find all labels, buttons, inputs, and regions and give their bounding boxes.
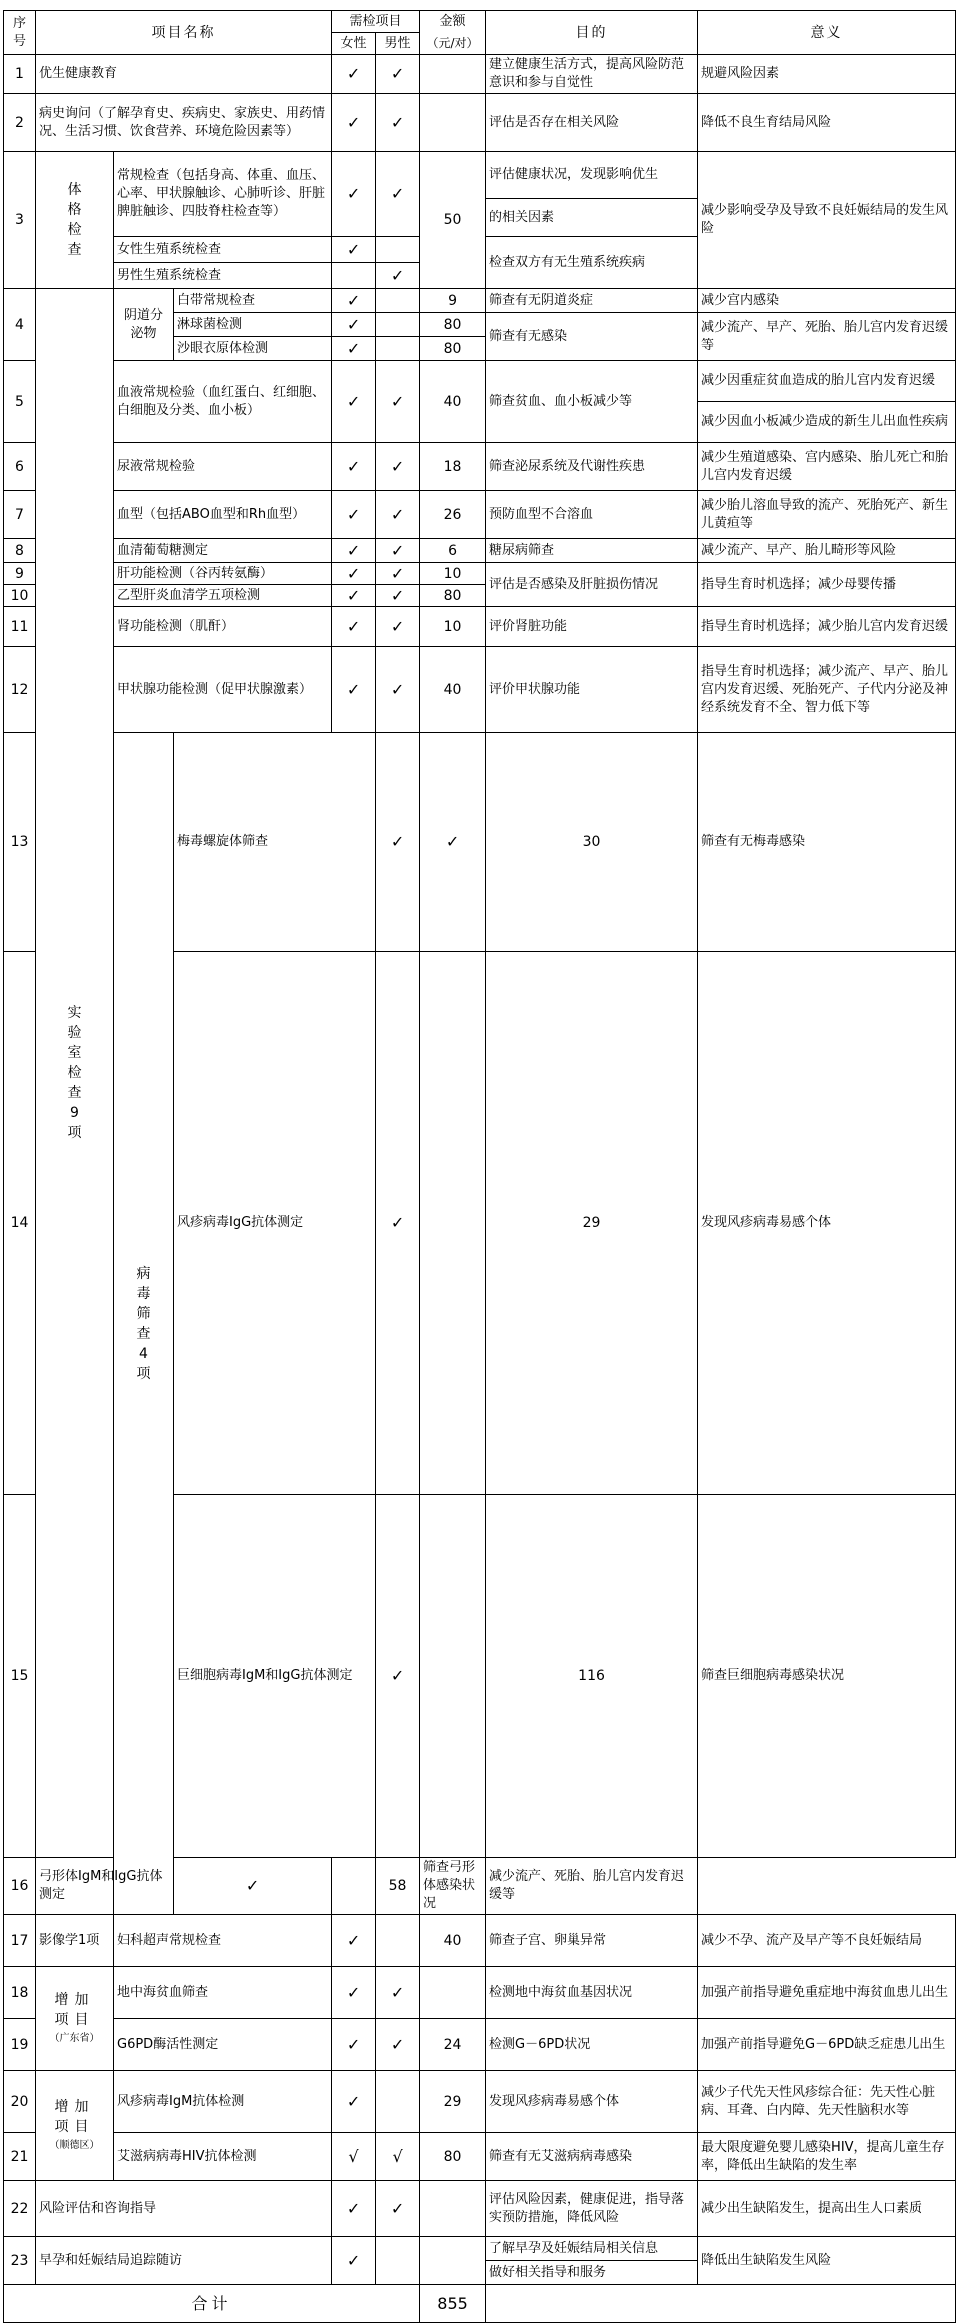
group-region: （顺德区） — [49, 2139, 100, 2151]
header-meaning: 意义 — [698, 11, 956, 55]
check-mark: ✓ — [332, 152, 376, 237]
check-mark: ✓ — [376, 94, 420, 152]
row-name: 血型（包括ABO血型和Rh血型） — [114, 491, 332, 539]
group-label: 病毒筛查4项 — [136, 1265, 151, 1382]
row-seq: 22 — [4, 2181, 36, 2237]
check-mark: ✓ — [376, 361, 420, 443]
row-name: 风疹病毒IgG抗体测定 — [174, 952, 376, 1495]
row-name: 风险评估和咨询指导 — [36, 2181, 332, 2237]
check-mark: ✓ — [376, 563, 420, 585]
check-mark: ✓ — [332, 237, 376, 263]
row-amount: 29 — [486, 952, 698, 1495]
group-label: 体格检查 — [67, 182, 82, 258]
row-amount — [420, 94, 486, 152]
row-meaning: 降低不良生育结局风险 — [698, 94, 956, 152]
check-mark: ✓ — [332, 2237, 376, 2285]
row-purpose: 做好相关指导和服务 — [486, 2261, 698, 2285]
row-purpose: 筛查有无梅毒感染 — [698, 733, 956, 952]
row-meaning: 减少流产、早产、死胎、胎儿宫内发育迟缓等 — [698, 313, 956, 361]
row-name: 风疹病毒IgM抗体检测 — [114, 2071, 332, 2133]
check-mark: ✓ — [332, 539, 376, 563]
check-mark: ✓ — [332, 647, 376, 733]
row-seq: 11 — [4, 607, 36, 647]
row-seq: 7 — [4, 491, 36, 539]
check-mark: ✓ — [332, 2071, 376, 2133]
row-purpose: 评估是否存在相关风险 — [486, 94, 698, 152]
row-seq: 3 — [4, 152, 36, 289]
check-mark: ✓ — [332, 55, 376, 94]
row-name: 白带常规检查 — [174, 289, 332, 313]
row-name: 优生健康教育 — [36, 55, 332, 94]
group-virus — [114, 733, 174, 1915]
row-seq: 16 — [4, 1858, 36, 1915]
row-amount: 40 — [420, 1915, 486, 1967]
row-meaning: 减少出生缺陷发生，提高出生人口素质 — [698, 2181, 956, 2237]
row-purpose: 评估健康状况，发现影响优生 — [486, 152, 698, 199]
header-required: 需检项目 — [332, 11, 420, 33]
check-mark: ✓ — [332, 313, 376, 337]
row-amount: 10 — [420, 563, 486, 585]
total-value: 855 — [420, 2285, 486, 2323]
row-seq: 1 — [4, 55, 36, 94]
row-seq: 6 — [4, 443, 36, 491]
header-seq: 序号 — [4, 11, 36, 55]
row-purpose: 评估是否感染及肝脏损伤情况 — [486, 563, 698, 607]
check-mark: ✓ — [174, 1858, 332, 1915]
row-purpose: 预防血型不合溶血 — [486, 491, 698, 539]
row-purpose: 筛查巨细胞病毒感染状况 — [698, 1495, 956, 1858]
check-mark: ✓ — [376, 263, 420, 289]
group-extra-sd — [36, 2071, 114, 2181]
row-purpose: 建立健康生活方式，提高风险防范意识和参与自觉性 — [486, 55, 698, 94]
row-name: 女性生殖系统检查 — [114, 237, 332, 263]
row-amount: 9 — [420, 289, 486, 313]
row-amount: 6 — [420, 539, 486, 563]
row-seq: 18 — [4, 1967, 36, 2019]
row-seq: 19 — [4, 2019, 36, 2071]
check-mark: ✓ — [332, 585, 376, 607]
check-mark: ✓ — [376, 152, 420, 237]
empty-cell — [376, 337, 420, 361]
empty-cell — [376, 313, 420, 337]
row-meaning: 降低出生缺陷发生风险 — [698, 2237, 956, 2285]
row-name: 肾功能检测（肌酐） — [114, 607, 332, 647]
row-seq: 13 — [4, 733, 36, 952]
check-mark: ✓ — [332, 443, 376, 491]
check-mark: ✓ — [332, 491, 376, 539]
row-amount — [420, 2237, 486, 2285]
check-mark: ✓ — [332, 2181, 376, 2237]
row-purpose: 筛查有无阴道炎症 — [486, 289, 698, 313]
row-meaning: 指导生育时机选择；减少胎儿宫内发育迟缓 — [698, 607, 956, 647]
check-mark: ✓ — [376, 733, 420, 952]
row-purpose: 糖尿病筛查 — [486, 539, 698, 563]
row-seq: 21 — [4, 2133, 36, 2181]
row-amount: 30 — [486, 733, 698, 952]
row-name: 巨细胞病毒IgM和IgG抗体测定 — [174, 1495, 376, 1858]
row-seq: 15 — [4, 1495, 36, 1858]
row-meaning: 规避风险因素 — [698, 55, 956, 94]
empty-cell — [376, 2071, 420, 2133]
row-purpose: 筛查泌尿系统及代谢性疾患 — [486, 443, 698, 491]
group-lab — [36, 289, 114, 1858]
empty-cell — [332, 263, 376, 289]
row-amount: 80 — [420, 2133, 486, 2181]
row-amount — [420, 1967, 486, 2019]
empty-cell — [420, 1495, 486, 1858]
group-secretion — [114, 289, 174, 361]
row-name: 妇科超声常规检查 — [114, 1915, 332, 1967]
check-mark: ✓ — [376, 1967, 420, 2019]
check-mark: ✓ — [332, 1915, 376, 1967]
row-amount: 10 — [420, 607, 486, 647]
row-purpose: 发现风疹病毒易感个体 — [698, 952, 956, 1495]
row-name: 甲状腺功能检测（促甲状腺激素） — [114, 647, 332, 733]
row-purpose: 检测地中海贫血基因状况 — [486, 1967, 698, 2019]
check-mark: √ — [332, 2133, 376, 2181]
row-seq: 2 — [4, 94, 36, 152]
row-name: 肝功能检测（谷丙转氨酶） — [114, 563, 332, 585]
row-purpose: 了解早孕及妊娠结局相关信息 — [486, 2237, 698, 2261]
header-female: 女性 — [332, 33, 376, 55]
group-region: （广东省） — [49, 2032, 100, 2044]
row-purpose: 检查双方有无生殖系统疾病 — [486, 237, 698, 289]
row-seq: 14 — [4, 952, 36, 1495]
check-mark: ✓ — [332, 361, 376, 443]
row-seq: 8 — [4, 539, 36, 563]
check-mark: ✓ — [376, 647, 420, 733]
header-amount: 金额 — [420, 11, 486, 33]
row-amount: 80 — [420, 585, 486, 607]
empty-cell — [376, 2237, 420, 2285]
check-mark: ✓ — [376, 607, 420, 647]
row-name: 地中海贫血筛查 — [114, 1967, 332, 2019]
row-amount: 29 — [420, 2071, 486, 2133]
group-label: 增加项目 — [54, 1991, 95, 2028]
row-seq: 9 — [4, 563, 36, 585]
row-meaning: 指导生育时机选择；减少母婴传播 — [698, 563, 956, 607]
group-label: 增加项目 — [54, 2098, 95, 2135]
row-amount: 24 — [420, 2019, 486, 2071]
row-meaning: 最大限度避免婴儿感染HIV，提高儿童生存率，降低出生缺陷的发生率 — [698, 2133, 956, 2181]
row-name: 男性生殖系统检查 — [114, 263, 332, 289]
row-name: 沙眼衣原体检测 — [174, 337, 332, 361]
row-purpose: 筛查贫血、血小板减少等 — [486, 361, 698, 443]
check-mark: ✓ — [376, 585, 420, 607]
row-purpose: 筛查有无感染 — [486, 313, 698, 361]
row-meaning: 减少因重症贫血造成的胎儿宫内发育迟缓 — [698, 361, 956, 402]
group-imaging: 影像学1项 — [36, 1915, 114, 1967]
row-meaning: 减少影响受孕及导致不良妊娠结局的发生风险 — [698, 152, 956, 289]
row-meaning: 减少因血小板减少造成的新生儿出血性疾病 — [698, 402, 956, 443]
row-name: 血清葡萄糖测定 — [114, 539, 332, 563]
row-meaning: 减少不孕、流产及早产等不良妊娠结局 — [698, 1915, 956, 1967]
row-seq: 12 — [4, 647, 36, 733]
row-meaning: 加强产前指导避免重症地中海贫血患儿出生 — [698, 1967, 956, 2019]
row-name: G6PD酶活性测定 — [114, 2019, 332, 2071]
row-meaning: 减少流产、死胎、胎儿宫内发育迟缓等 — [486, 1858, 698, 1915]
row-purpose: 筛查弓形体感染状况 — [420, 1858, 486, 1915]
check-mark: ✓ — [376, 1495, 420, 1858]
total-label: 合计 — [4, 2285, 420, 2323]
row-amount: 26 — [420, 491, 486, 539]
row-meaning: 减少子代先天性风疹综合征：先天性心脏病、耳聋、白内障、先天性脑积水等 — [698, 2071, 956, 2133]
row-seq: 17 — [4, 1915, 36, 1967]
row-purpose: 评价肾脏功能 — [486, 607, 698, 647]
row-meaning: 减少流产、早产、胎儿畸形等风险 — [698, 539, 956, 563]
row-amount: 40 — [420, 361, 486, 443]
row-purpose: 评价甲状腺功能 — [486, 647, 698, 733]
check-mark: ✓ — [332, 563, 376, 585]
check-mark: ✓ — [376, 491, 420, 539]
empty-cell — [332, 1858, 376, 1915]
row-amount: 80 — [420, 337, 486, 361]
row-name: 血液常规检验（血红蛋白、红细胞、白细胞及分类、血小板） — [114, 361, 332, 443]
row-seq: 5 — [4, 361, 36, 443]
row-purpose: 检测G－6PD状况 — [486, 2019, 698, 2071]
checkup-items-table — [3, 10, 956, 2323]
row-amount: 18 — [420, 443, 486, 491]
row-meaning: 减少生殖道感染、宫内感染、胎儿死亡和胎儿宫内发育迟缓 — [698, 443, 956, 491]
check-mark: ✓ — [376, 443, 420, 491]
check-mark: ✓ — [332, 94, 376, 152]
header-amount-unit: （元/对） — [420, 33, 486, 55]
row-amount: 50 — [420, 152, 486, 289]
header-purpose: 目的 — [486, 11, 698, 55]
check-mark: ✓ — [332, 337, 376, 361]
empty-cell — [420, 952, 486, 1495]
row-amount: 58 — [376, 1858, 420, 1915]
row-name: 弓形体IgM和IgG抗体测定 — [36, 1858, 174, 1915]
row-seq: 20 — [4, 2071, 36, 2133]
row-amount — [420, 2181, 486, 2237]
check-mark: ✓ — [332, 289, 376, 313]
row-seq: 23 — [4, 2237, 36, 2285]
row-name: 淋球菌检测 — [174, 313, 332, 337]
empty-cell — [486, 2285, 956, 2323]
header-name: 项目名称 — [36, 11, 332, 55]
group-label: 实验室检查9项 — [67, 1005, 82, 1141]
check-mark: ✓ — [376, 2181, 420, 2237]
row-purpose: 评估风险因素，健康促进，指导落实预防措施，降低风险 — [486, 2181, 698, 2237]
row-purpose: 的相关因素 — [486, 199, 698, 237]
row-purpose: 发现风疹病毒易感个体 — [486, 2071, 698, 2133]
empty-cell — [376, 289, 420, 313]
check-mark: ✓ — [376, 55, 420, 94]
row-amount — [420, 55, 486, 94]
row-name: 病史询问（了解孕育史、疾病史、家族史、用药情况、生活习惯、饮食营养、环境危险因素等） — [36, 94, 332, 152]
row-seq: 4 — [4, 289, 36, 361]
check-mark: ✓ — [332, 607, 376, 647]
group-label: 阴道分泌物 — [123, 307, 163, 341]
check-mark: ✓ — [332, 2019, 376, 2071]
row-name: 梅毒螺旋体筛查 — [174, 733, 376, 952]
row-amount: 116 — [486, 1495, 698, 1858]
empty-cell — [376, 1915, 420, 1967]
row-amount: 80 — [420, 313, 486, 337]
row-name: 艾滋病病毒HIV抗体检测 — [114, 2133, 332, 2181]
row-meaning: 指导生育时机选择；减少流产、早产、胎儿宫内发育迟缓、死胎死产、子代内分泌及神经系统发育不全、智力低下等 — [698, 647, 956, 733]
row-amount: 40 — [420, 647, 486, 733]
row-meaning: 减少胎儿溶血导致的流产、死胎死产、新生儿黄疸等 — [698, 491, 956, 539]
check-mark: ✓ — [332, 1967, 376, 2019]
check-mark: ✓ — [376, 952, 420, 1495]
row-purpose: 筛查子宫、卵巢异常 — [486, 1915, 698, 1967]
row-meaning: 减少宫内感染 — [698, 289, 956, 313]
row-name: 乙型肝炎血清学五项检测 — [114, 585, 332, 607]
check-mark: ✓ — [376, 2019, 420, 2071]
check-mark: √ — [376, 2133, 420, 2181]
header-male: 男性 — [376, 33, 420, 55]
row-meaning: 加强产前指导避免G－6PD缺乏症患儿出生 — [698, 2019, 956, 2071]
row-name: 常规检查（包括身高、体重、血压、心率、甲状腺触诊、心肺听诊、肝脏脾脏触诊、四肢脊柱检查等） — [114, 152, 332, 237]
check-mark: ✓ — [420, 733, 486, 952]
group-body-exam — [36, 152, 114, 289]
row-seq: 10 — [4, 585, 36, 607]
row-name: 早孕和妊娠结局追踪随访 — [36, 2237, 332, 2285]
row-purpose: 筛查有无艾滋病病毒感染 — [486, 2133, 698, 2181]
empty-cell — [376, 237, 420, 263]
check-mark: ✓ — [376, 539, 420, 563]
row-name: 尿液常规检验 — [114, 443, 332, 491]
group-extra-gd — [36, 1967, 114, 2071]
